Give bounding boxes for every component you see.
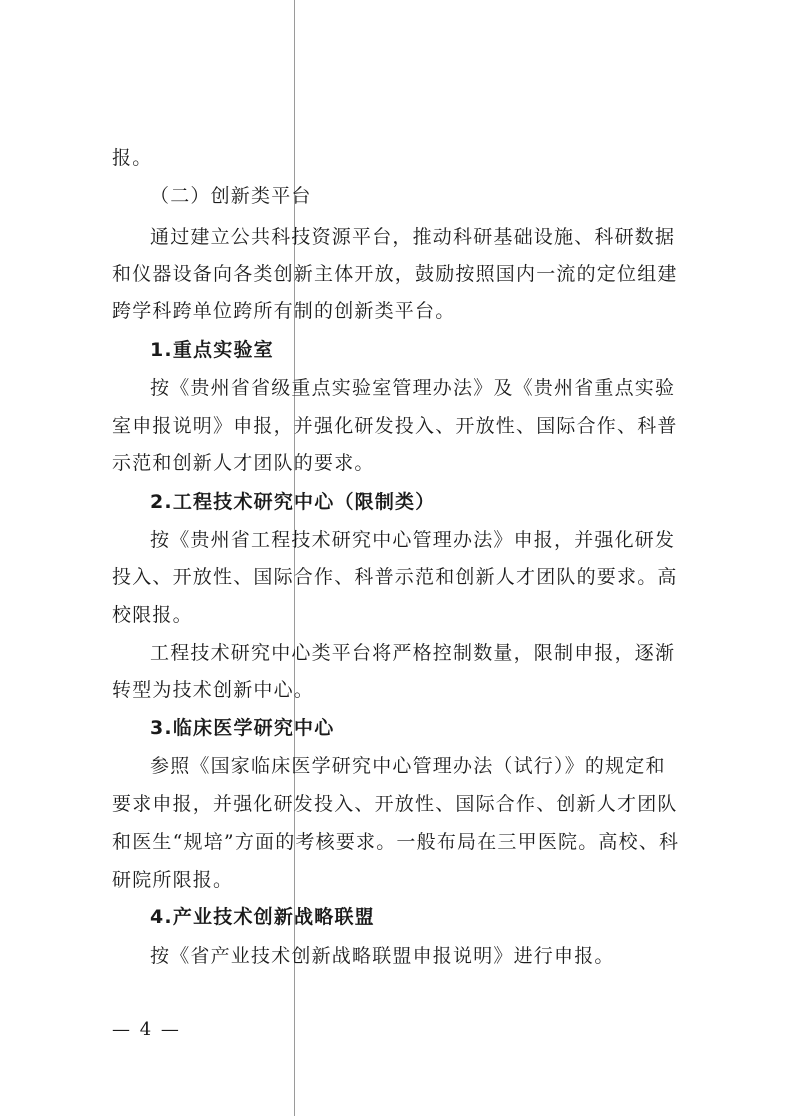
text-line: 跨学科跨单位跨所有制的创新类平台。 (112, 300, 456, 322)
text-line: 研院所限报。 (112, 869, 234, 891)
text-line: 和仪器设备向各类创新主体开放，鼓励按照国内一流的定位组建 (112, 263, 678, 285)
text-line: 按《贵州省工程技术研究中心管理办法》申报，并强化研发 (150, 529, 676, 551)
text-line: 室申报说明》申报，并强化研发投入、开放性、国际合作、科普 (112, 415, 678, 437)
text-line: 报。 (112, 147, 153, 169)
text-line: 按《省产业技术创新战略联盟申报说明》进行申报。 (150, 945, 615, 967)
text-line: 按《贵州省省级重点实验室管理办法》及《贵州省重点实验 (150, 377, 676, 399)
subsection-heading: 4.产业技术创新战略联盟 (150, 906, 375, 928)
text-line: 工程技术研究中心类平台将严格控制数量，限制申报，逐渐 (150, 642, 676, 664)
subsection-heading: 3.临床医学研究中心 (150, 717, 335, 739)
text-line: 示范和创新人才团队的要求。 (112, 452, 375, 474)
text-line: 要求申报，并强化研发投入、开放性、国际合作、创新人才团队 (112, 793, 678, 815)
text-line: 和医生“规培”方面的考核要求。一般布局在三甲医院。高校、科 (112, 831, 680, 853)
text-line: 转型为技术创新中心。 (112, 679, 315, 701)
text-line: 投入、开放性、国际合作、科普示范和创新人才团队的要求。高 (112, 566, 678, 588)
text-line: 通过建立公共科技资源平台，推动科研基础设施、科研数据 (150, 226, 676, 248)
subsection-heading: 2.工程技术研究中心（限制类） (150, 491, 436, 513)
page-number: — 4 — (112, 1019, 181, 1040)
text-line: 参照《国家临床医学研究中心管理办法（试行）》的规定和 (150, 755, 666, 777)
text-line: 校限报。 (112, 604, 193, 626)
section-heading: （二）创新类平台 (150, 185, 312, 207)
subsection-heading: 1.重点实验室 (150, 339, 274, 361)
